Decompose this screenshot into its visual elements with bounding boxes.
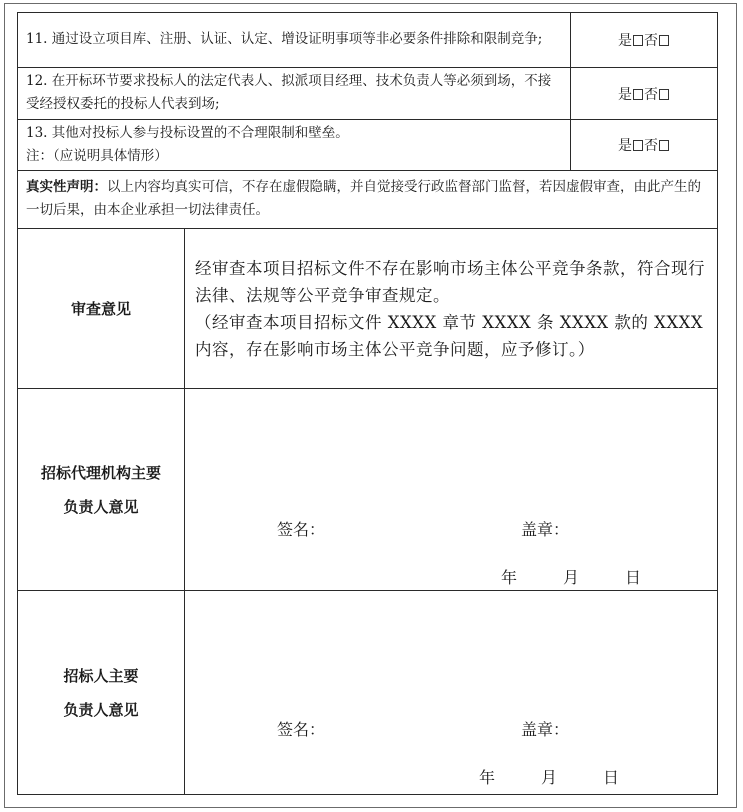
date-month-label: 月 [541, 768, 558, 787]
declaration-row [18, 171, 718, 229]
date-day-label: 日 [625, 568, 642, 587]
yes-checkbox[interactable] [633, 89, 643, 100]
tenderer-opinion-row [18, 591, 718, 795]
no-label: 否 [644, 138, 658, 154]
criterion-note: 注：（应说明具体情形） [26, 147, 168, 164]
review-opinion-row [18, 229, 718, 389]
tenderer-opinion-label [18, 591, 185, 795]
tenderer-label-line2: 负责人意见 [63, 700, 139, 719]
criterion-text: 13. 其他对投标人参与投标设置的不合理限制和壁垒。 [26, 124, 349, 141]
yes-label: 是 [618, 138, 632, 154]
review-compliant-statement: 经审查本项目招标文件不存在影响市场主体公平竞争条款，符合现行法律、法规等公平竞争审查规定。 [195, 258, 705, 305]
seal-label: 盖章： [521, 520, 570, 539]
date-year-label: 年 [479, 768, 496, 787]
seal-label: 盖章： [521, 720, 570, 739]
yes-no-choice [571, 13, 718, 68]
authenticity-declaration [18, 171, 718, 229]
yes-checkbox[interactable] [633, 35, 643, 46]
date-day-label: 日 [603, 768, 620, 787]
review-revision-statement: （经审查本项目招标文件 XXXX 章节 XXXX 条 XXXX 款的 XXXX 内容，存在影响市场主体公平竞争问题，应予修订。） [195, 312, 704, 359]
signature-label: 签名： [277, 520, 326, 539]
yes-label: 是 [618, 33, 632, 49]
no-checkbox[interactable] [659, 35, 669, 46]
criterion-row-11 [18, 13, 718, 68]
criterion-row-12 [18, 68, 718, 120]
agency-opinion-row [18, 389, 718, 591]
signature-label: 签名： [277, 720, 326, 739]
review-opinion-label: 审查意见 [18, 229, 185, 389]
date-year-label: 年 [501, 568, 518, 587]
declaration-body: 以上内容均真实可信，不存在虚假隐瞒，并自觉接受行政监督部门监督，若因虚假审查，由此产生的一切后果，由本企业承担一切法律责任。 [26, 179, 701, 218]
yes-checkbox[interactable] [633, 140, 643, 151]
no-checkbox[interactable] [659, 140, 669, 151]
criterion-row-13 [18, 120, 718, 171]
yes-no-choice [571, 120, 718, 171]
criterion-cell [18, 120, 571, 171]
yes-label: 是 [618, 86, 632, 103]
no-label: 否 [644, 33, 658, 49]
criterion-text: 12. 在开标环节要求投标人的法定代表人、拟派项目经理、技术负责人等必须到场，不接受经授权委托的投标人代表到场; [18, 68, 571, 120]
agency-signature-area[interactable] [185, 389, 718, 591]
review-opinion-text [185, 229, 718, 389]
criterion-text: 11. 通过设立项目库、注册、认证、认定、增设证明事项等非必要条件排除和限制竞争; [18, 13, 571, 68]
yes-no-choice [571, 68, 718, 120]
no-checkbox[interactable] [659, 89, 669, 100]
declaration-title: 真实性声明： [26, 179, 107, 195]
review-form-table [17, 12, 718, 795]
tenderer-signature-area[interactable] [185, 591, 718, 795]
tenderer-label-line1: 招标人主要 [63, 666, 139, 685]
agency-label-line1: 招标代理机构主要 [40, 463, 161, 482]
agency-opinion-label [18, 389, 185, 591]
no-label: 否 [644, 86, 658, 103]
agency-label-line2: 负责人意见 [63, 497, 139, 516]
date-month-label: 月 [563, 568, 580, 587]
